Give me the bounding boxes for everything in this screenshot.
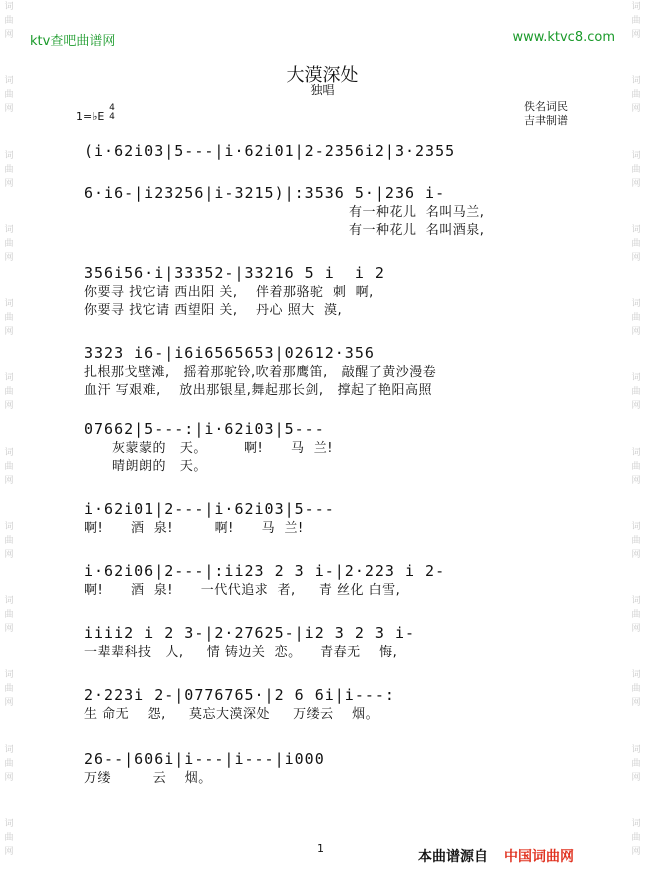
watermark-char: 网: [4, 475, 14, 486]
watermark-char: 网: [631, 624, 641, 634]
lyric-line: 扎根那戈壁滩, 摇着那驼铃,吹着那鹰笛, 敲醒了黄沙漫卷: [84, 365, 437, 380]
watermark-char: 曲: [4, 164, 14, 175]
lyric-line: 灰蒙蒙的 天。 啊! 马 兰!: [112, 441, 333, 456]
watermark-gap: [629, 265, 643, 297]
credits: [524, 100, 568, 128]
watermark-char: 曲: [631, 238, 641, 249]
watermark-char: 词: [631, 224, 641, 235]
watermark-gap: [2, 413, 16, 445]
score-row: [84, 748, 576, 788]
watermark-char: 曲: [631, 313, 641, 323]
lyric-line: 你要寻 找它请 西出阳 关, 伴着那骆驼 刺 啊,: [84, 285, 374, 300]
lyricist-credit: 佚名词民: [524, 100, 568, 113]
source-label: 本曲谱源自: [418, 849, 488, 865]
lyric-line: 啊! 酒 泉! 啊! 马 兰!: [84, 521, 304, 536]
score-row: [84, 684, 576, 724]
watermark-char: 词: [631, 818, 641, 829]
song-subtitle: 独唱: [310, 83, 335, 97]
watermark-char: 网: [631, 475, 641, 486]
watermark-char: 词: [4, 299, 14, 309]
watermark-char: 词: [4, 2, 14, 12]
watermark-char: 网: [4, 104, 14, 115]
lyric-line: 生 命无 怨, 莫忘大漠深处 万缕云 烟。: [84, 707, 380, 722]
watermark-char: 曲: [4, 387, 14, 398]
notation-line: 26--|606i|i---|i---|i000: [84, 750, 325, 768]
lyric-line: 啊! 酒 泉! 一代代追求 者, 青 丝化 白雪,: [84, 583, 401, 598]
watermark-char: 词: [4, 76, 14, 87]
watermark-char: 词: [631, 447, 641, 458]
score-row: [84, 560, 576, 600]
watermark-char: 曲: [631, 684, 641, 695]
watermark-char: 曲: [631, 832, 641, 843]
watermark-char: 词: [4, 150, 14, 161]
watermark-char: 词: [631, 76, 641, 87]
score-row: [84, 498, 576, 538]
song-title: 大漠深处: [286, 65, 359, 86]
watermark-gap: [629, 488, 643, 520]
score-row: [84, 262, 576, 320]
right-watermark-strip: [629, 0, 643, 891]
watermark-char: 曲: [631, 387, 641, 398]
watermark-char: 词: [4, 521, 14, 532]
watermark-gap: [2, 339, 16, 371]
notation-line: 07662|5---:|i·62i03|5---: [84, 420, 325, 438]
watermark-char: 曲: [631, 90, 641, 101]
watermark-gap: [629, 710, 643, 742]
watermark-char: 曲: [631, 461, 641, 472]
lyric-line: 一辈辈科技 人, 情 铸边关 恋。 青春无 悔,: [84, 645, 398, 660]
lyric-line: 有一种花儿 名叫马兰,: [349, 205, 485, 220]
notation-line: i·62i06|2---|:ii23 2 3 i-|2·223 i 2-: [84, 562, 446, 580]
watermark-char: 词: [631, 596, 641, 606]
arranger-credit: 吉聿制谱: [524, 114, 568, 127]
watermark-gap: [2, 785, 16, 817]
watermark-char: 网: [631, 30, 641, 40]
notation-line: iiii2 i 2 3-|2·27625-|i2 3 2 3 i-: [84, 624, 416, 642]
watermark-gap: [2, 636, 16, 668]
watermark-char: 网: [631, 252, 641, 263]
watermark-char: 网: [631, 104, 641, 115]
time-signature: [108, 104, 116, 122]
watermark-gap: [629, 636, 643, 668]
watermark-gap: [2, 859, 16, 891]
source-brand-link[interactable]: 中国词曲网: [504, 849, 574, 865]
page-number: 1: [317, 842, 324, 855]
watermark-gap: [629, 562, 643, 594]
watermark-char: 网: [631, 846, 641, 857]
score-row: [84, 140, 576, 162]
watermark-char: 网: [4, 30, 14, 40]
watermark-char: 曲: [631, 535, 641, 546]
watermark-char: 曲: [4, 684, 14, 695]
watermark-char: 网: [4, 401, 14, 412]
lyric-line: 万缕 云 烟。: [84, 771, 212, 786]
watermark-gap: [629, 116, 643, 148]
watermark-char: 词: [4, 670, 14, 681]
watermark-char: 网: [631, 401, 641, 412]
watermark-gap: [629, 785, 643, 817]
watermark-char: 网: [631, 772, 641, 783]
watermark-char: 网: [4, 327, 14, 337]
watermark-char: 曲: [631, 610, 641, 620]
watermark-char: 曲: [4, 90, 14, 101]
watermark-char: 曲: [631, 164, 641, 175]
watermark-char: 曲: [4, 535, 14, 546]
watermark-char: 网: [4, 698, 14, 709]
watermark-char: 词: [4, 596, 14, 606]
source-credit: [418, 846, 574, 866]
watermark-char: 网: [631, 178, 641, 189]
notation-line: 2·223i 2-|0776765·|2 6 6i|i---:: [84, 686, 395, 704]
watermark-gap: [2, 710, 16, 742]
watermark-gap: [629, 859, 643, 891]
lyric-line: 你要寻 找它请 西望阳 关, 丹心 照大 漠,: [84, 303, 343, 318]
watermark-gap: [629, 339, 643, 371]
watermark-gap: [2, 488, 16, 520]
watermark-char: 网: [4, 772, 14, 783]
score-row: [84, 182, 576, 240]
watermark-char: 曲: [4, 313, 14, 323]
watermark-gap: [2, 116, 16, 148]
watermark-char: 曲: [631, 758, 641, 769]
key-signature: 1=♭E: [76, 110, 105, 123]
watermark-char: 曲: [4, 16, 14, 26]
watermark-char: 词: [631, 744, 641, 755]
watermark-char: 词: [4, 818, 14, 829]
watermark-char: 网: [4, 624, 14, 634]
watermark-char: 词: [631, 150, 641, 161]
left-watermark-strip: [2, 0, 16, 891]
watermark-char: 网: [4, 846, 14, 857]
watermark-char: 曲: [4, 461, 14, 472]
site-name-left[interactable]: ktv查吧曲谱网: [30, 34, 116, 49]
watermark-gap: [629, 413, 643, 445]
lyric-line: 有一种花儿 名叫酒泉,: [349, 223, 485, 238]
watermark-char: 网: [4, 549, 14, 560]
watermark-char: 曲: [631, 16, 641, 26]
score-row: [84, 622, 576, 662]
watermark-gap: [2, 562, 16, 594]
score-row: [84, 342, 576, 400]
watermark-char: 曲: [4, 758, 14, 769]
time-signature-top: 4: [109, 103, 115, 113]
watermark-char: 词: [631, 299, 641, 309]
watermark-char: 词: [631, 521, 641, 532]
site-url-right[interactable]: www.ktvc8.com: [512, 30, 615, 45]
watermark-char: 词: [631, 373, 641, 384]
watermark-char: 词: [4, 224, 14, 235]
notation-line: (i·62i03|5---|i·62i01|2-2356i2|3·2355: [84, 142, 456, 160]
watermark-char: 网: [631, 327, 641, 337]
watermark-gap: [629, 191, 643, 223]
watermark-char: 网: [631, 549, 641, 560]
watermark-char: 词: [4, 447, 14, 458]
watermark-char: 网: [631, 698, 641, 709]
watermark-char: 曲: [4, 238, 14, 249]
score-row: [84, 418, 576, 476]
watermark-gap: [2, 265, 16, 297]
watermark-char: 词: [4, 373, 14, 384]
watermark-char: 词: [631, 2, 641, 12]
watermark-char: 网: [4, 178, 14, 189]
notation-line: 6·i6-|i23256|i-3215)|:3536 5·|236 i-: [84, 184, 446, 202]
time-signature-bottom: 4: [109, 112, 115, 122]
lyric-line: 晴朗朗的 天。: [112, 459, 207, 474]
watermark-char: 曲: [4, 610, 14, 620]
watermark-char: 网: [4, 252, 14, 263]
watermark-gap: [2, 191, 16, 223]
notation-line: 3323 i6-|i6i6565653|02612·356: [84, 344, 375, 362]
notation-line: 356i56·i|33352-|33216 5 i i 2: [84, 264, 385, 282]
watermark-char: 曲: [4, 832, 14, 843]
watermark-char: 词: [4, 744, 14, 755]
notation-line: i·62i01|2---|i·62i03|5---: [84, 500, 335, 518]
lyric-line: 血汗 写艰难, 放出那银星,舞起那长剑, 撑起了艳阳高照: [84, 383, 432, 398]
watermark-char: 词: [631, 670, 641, 681]
